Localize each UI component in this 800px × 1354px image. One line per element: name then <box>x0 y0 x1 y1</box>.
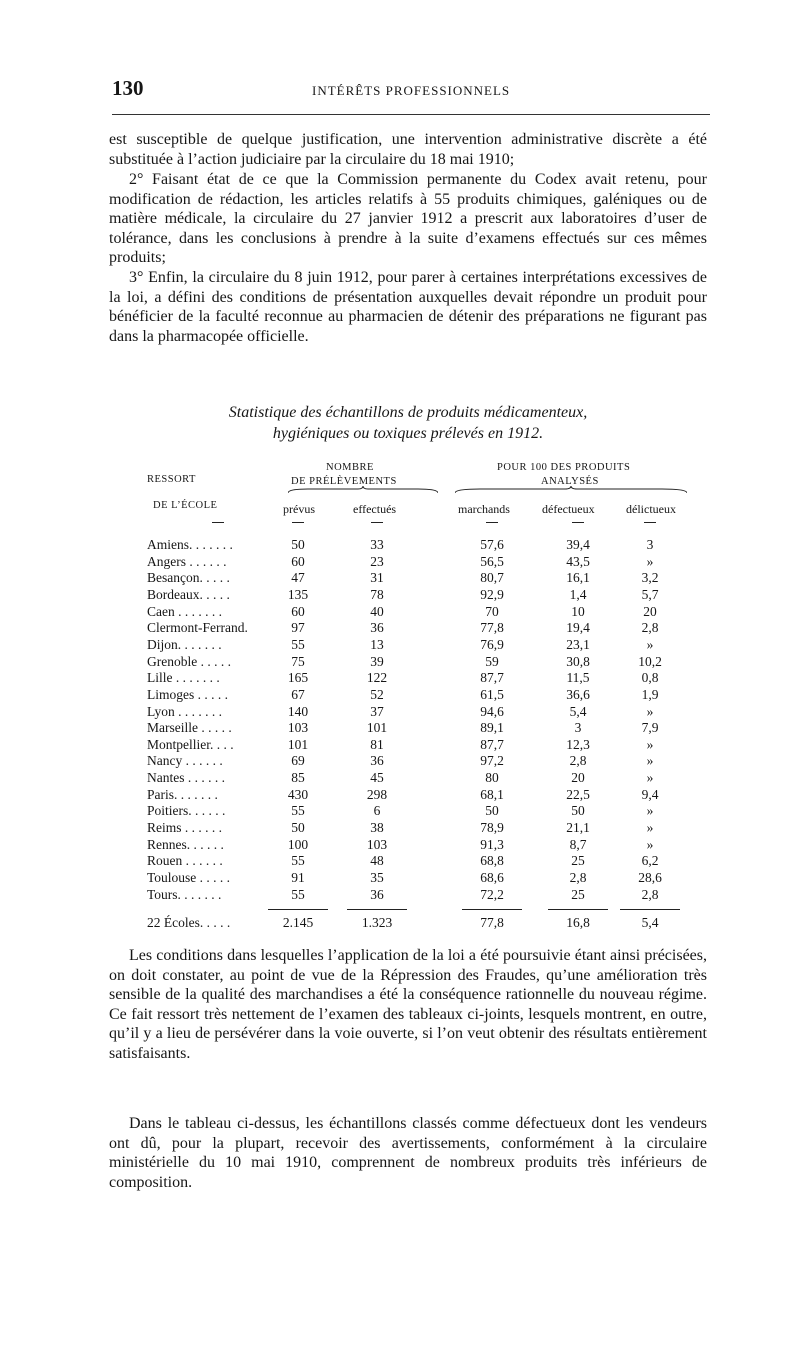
table-total-row <box>0 915 800 932</box>
cell-prevus: 60 <box>291 553 305 569</box>
cell-prevus: 60 <box>291 603 305 619</box>
cell-effectues: 298 <box>366 786 388 802</box>
table-row <box>0 837 800 854</box>
cell-marchands: 56,5 <box>480 553 504 569</box>
cell-effectues: 103 <box>366 836 388 852</box>
cell-effectues: 122 <box>366 670 388 686</box>
cell-delictueux: » <box>646 820 654 836</box>
brace-analyses <box>455 486 687 494</box>
cell-delictueux: » <box>646 770 654 786</box>
cell-defectueux: 19,4 <box>566 620 590 636</box>
table-row <box>0 737 800 754</box>
cell-marchands: 70 <box>485 603 499 619</box>
cell-effectues: 35 <box>370 870 384 885</box>
cell-effectues: 6 <box>373 803 381 819</box>
table-row <box>0 620 800 637</box>
cell-prevus: 55 <box>291 886 305 902</box>
cell-effectues: 39 <box>370 653 384 669</box>
cell-effectues: 33 <box>370 537 384 552</box>
running-head: INTÉRÊTS PROFESSIONNELS <box>312 83 511 98</box>
cell-delictueux: 9,4 <box>641 786 659 802</box>
table-row <box>0 570 800 587</box>
column-dash <box>212 522 224 523</box>
cell-name: Montpellier. . . . <box>147 736 234 752</box>
cell-defectueux: 1,4 <box>569 586 587 602</box>
cell-delictueux: » <box>646 753 654 769</box>
cell-marchands: 72,2 <box>480 886 504 902</box>
cell-name: Marseille . . . . . <box>147 720 232 736</box>
cell-prevus: 69 <box>291 753 305 769</box>
table-row <box>0 587 800 604</box>
cell-prevus: 91 <box>291 870 305 885</box>
cell-prevus: 140 <box>287 703 309 719</box>
cell-name: Toulouse . . . . . <box>147 870 231 885</box>
cell-marchands: 68,8 <box>480 853 504 869</box>
cell-marchands: 50 <box>485 803 499 819</box>
cell-name: Reims . . . . . . <box>147 820 223 836</box>
cell-prevus: 75 <box>291 653 305 669</box>
cell-name: Clermont-Ferrand. <box>147 620 248 636</box>
cell-marchands: 68,6 <box>480 870 504 885</box>
cell-name: Limoges . . . . . <box>147 686 228 702</box>
cell-name: Dijon. . . . . . . <box>147 636 222 652</box>
cell-marchands: 68,1 <box>480 786 504 802</box>
cell-name: Amiens. . . . . . . <box>147 537 233 552</box>
cell-name: Besançon. . . . . <box>147 570 230 586</box>
cell-defectueux: 12,3 <box>566 736 590 752</box>
total-marchands: 77,8 <box>480 915 504 930</box>
cell-delictueux: 2,8 <box>641 886 659 902</box>
cell-marchands: 78,9 <box>480 820 504 836</box>
cell-defectueux: 39,4 <box>566 537 590 552</box>
cell-marchands: 92,9 <box>480 586 504 602</box>
header-marchands: marchands <box>458 502 510 516</box>
cell-delictueux: 1,9 <box>641 686 659 702</box>
cell-delictueux: 28,6 <box>638 870 662 885</box>
brace-prelevements <box>288 486 438 494</box>
header-pour-100: POUR 100 DES PRODUITS <box>497 462 631 473</box>
cell-name: Caen . . . . . . . <box>147 603 222 619</box>
header-delictueux: délictueux <box>626 502 676 516</box>
cell-defectueux: 36,6 <box>566 686 590 702</box>
cell-delictueux: » <box>646 836 654 852</box>
cell-name: Rennes. . . . . . <box>147 836 224 852</box>
cell-marchands: 91,3 <box>480 836 504 852</box>
cell-effectues: 40 <box>370 603 384 619</box>
sum-rule <box>548 909 608 910</box>
cell-name: Rouen . . . . . . <box>147 853 223 869</box>
column-dash <box>572 522 584 523</box>
cell-defectueux: 16,1 <box>566 570 590 586</box>
table-row <box>0 870 800 887</box>
cell-delictueux: 2,8 <box>641 620 659 636</box>
cell-delictueux: » <box>646 803 654 819</box>
cell-defectueux: 10 <box>571 603 585 619</box>
cell-delictueux: 3,2 <box>641 570 659 586</box>
cell-name: Nancy . . . . . . <box>147 753 223 769</box>
cell-defectueux: 43,5 <box>566 553 590 569</box>
cell-prevus: 47 <box>291 570 305 586</box>
total-delictueux: 5,4 <box>641 915 659 930</box>
cell-effectues: 13 <box>370 636 384 652</box>
cell-defectueux: 23,1 <box>566 636 590 652</box>
header-analyses: ANALYSÉS <box>541 476 599 487</box>
cell-marchands: 94,6 <box>480 703 504 719</box>
cell-defectueux: 2,8 <box>569 870 587 885</box>
cell-marchands: 77,8 <box>480 620 504 636</box>
cell-name: Poitiers. . . . . . <box>147 803 226 819</box>
cell-defectueux: 30,8 <box>566 653 590 669</box>
cell-defectueux: 50 <box>571 803 585 819</box>
cell-delictueux: 10,2 <box>638 653 662 669</box>
cell-defectueux: 25 <box>571 853 585 869</box>
cell-defectueux: 20 <box>571 770 585 786</box>
cell-effectues: 101 <box>366 720 388 736</box>
cell-name: Nantes . . . . . . <box>147 770 225 786</box>
table-row <box>0 537 800 554</box>
cell-defectueux: 8,7 <box>569 836 587 852</box>
table-row <box>0 787 800 804</box>
cell-prevus: 103 <box>287 720 309 736</box>
cell-delictueux: » <box>646 703 654 719</box>
cell-delictueux: 3 <box>646 537 654 552</box>
cell-defectueux: 5,4 <box>569 703 587 719</box>
cell-name: Grenoble . . . . . <box>147 653 231 669</box>
page-number: 130 <box>112 76 144 100</box>
cell-effectues: 48 <box>370 853 384 869</box>
table-row <box>0 637 800 654</box>
cell-prevus: 55 <box>291 803 305 819</box>
table-caption-line-1: Statistique des échantillons de produits médicamenteux, <box>228 404 588 421</box>
cell-effectues: 36 <box>370 620 384 636</box>
table-row <box>0 670 800 687</box>
table-row <box>0 704 800 721</box>
cell-prevus: 101 <box>287 736 309 752</box>
total-effectues: 1.323 <box>361 915 393 930</box>
cell-effectues: 23 <box>370 553 384 569</box>
cell-marchands: 80,7 <box>480 570 504 586</box>
header-de-ecole: DE L’ÉCOLE <box>153 500 218 511</box>
cell-marchands: 59 <box>485 653 499 669</box>
cell-delictueux: » <box>646 636 654 652</box>
cell-defectueux: 2,8 <box>569 753 587 769</box>
page-header <box>112 76 712 102</box>
cell-effectues: 52 <box>370 686 384 702</box>
cell-delictueux: 20 <box>643 603 657 619</box>
header-rule <box>112 114 710 115</box>
sum-rule <box>268 909 328 910</box>
cell-delictueux: » <box>646 736 654 752</box>
cell-marchands: 97,2 <box>480 753 504 769</box>
cell-effectues: 36 <box>370 753 384 769</box>
cell-prevus: 97 <box>291 620 305 636</box>
cell-prevus: 55 <box>291 636 305 652</box>
cell-effectues: 31 <box>370 570 384 586</box>
table-row <box>0 753 800 770</box>
total-defectueux: 16,8 <box>566 915 590 930</box>
cell-effectues: 78 <box>370 586 384 602</box>
table-row <box>0 887 800 904</box>
header-prevus: prévus <box>283 502 315 516</box>
header-defectueux: défectueux <box>542 502 595 516</box>
header-de-prelevements: DE PRÉLÈVEMENTS <box>291 476 397 487</box>
cell-name: Angers . . . . . . <box>147 553 227 569</box>
cell-delictueux: 0,8 <box>641 670 659 686</box>
table-row <box>0 770 800 787</box>
column-dash <box>371 522 383 523</box>
table-row <box>0 554 800 571</box>
cell-name: Tours. . . . . . . <box>147 886 222 902</box>
sum-rule <box>620 909 680 910</box>
paragraph-tableau: Dans le tableau ci-dessus, les échantillons classés comme défectueux dont les vendeurs ont dû, pour la plupart, recevoir des avertissements, conformément à la circulaire ministérielle du 10 mai 1910, comprennent de nombreux produits très inférieurs de composition. <box>109 1115 707 1191</box>
cell-prevus: 50 <box>291 537 305 552</box>
cell-marchands: 76,9 <box>480 636 504 652</box>
cell-defectueux: 25 <box>571 886 585 902</box>
cell-defectueux: 21,1 <box>566 820 590 836</box>
table-caption <box>109 402 707 444</box>
table-row <box>0 853 800 870</box>
cell-defectueux: 3 <box>574 720 582 736</box>
cell-effectues: 38 <box>370 820 384 836</box>
cell-effectues: 45 <box>370 770 384 786</box>
table-row <box>0 803 800 820</box>
paragraph-codex: 2° Faisant état de ce que la Commission permanente du Codex avait retenu, pour modification de rédaction, les articles relatifs à 55 produits chimiques, galéniques ou de matière médicale, la circulaire du 27 janvier 1912 a prescrit aux laboratoires d’user de tolérance, dans les conclusions à prendre à la suite d’examens effectués sur ces mêmes produits; <box>109 171 707 267</box>
total-name: 22 Écoles. . . . . <box>147 915 231 930</box>
table-caption-line-2: hygiéniques ou toxiques prélevés en 1912. <box>272 425 544 442</box>
cell-prevus: 135 <box>287 586 309 602</box>
column-dash <box>292 522 304 523</box>
cell-prevus: 67 <box>291 686 305 702</box>
cell-prevus: 100 <box>287 836 309 852</box>
cell-effectues: 36 <box>370 886 384 902</box>
cell-name: Lyon . . . . . . . <box>147 703 223 719</box>
sum-rule <box>462 909 522 910</box>
cell-marchands: 57,6 <box>480 537 504 552</box>
cell-prevus: 165 <box>287 670 309 686</box>
paragraph-intro: est susceptible de quelque justification, une intervention administrative discrète a été substituée à l’action judiciaire par la circulaire du 18 mai 1910; <box>109 131 707 168</box>
cell-delictueux: 7,9 <box>641 720 659 736</box>
cell-effectues: 81 <box>370 736 384 752</box>
header-ressort: RESSORT <box>147 474 196 485</box>
cell-marchands: 87,7 <box>480 736 504 752</box>
table-row <box>0 654 800 671</box>
header-nombre: NOMBRE <box>326 462 374 473</box>
cell-name: Lille . . . . . . . <box>147 670 220 686</box>
cell-prevus: 85 <box>291 770 305 786</box>
sum-rule <box>347 909 407 910</box>
cell-defectueux: 22,5 <box>566 786 590 802</box>
cell-marchands: 89,1 <box>480 720 504 736</box>
table-row <box>0 604 800 621</box>
cell-marchands: 87,7 <box>480 670 504 686</box>
table-row <box>0 687 800 704</box>
cell-defectueux: 11,5 <box>566 670 590 686</box>
cell-effectues: 37 <box>370 703 384 719</box>
column-dash <box>644 522 656 523</box>
table-row <box>0 820 800 837</box>
cell-marchands: 61,5 <box>480 686 504 702</box>
paragraph-conditions: Les conditions dans lesquelles l’application de la loi a été poursuivie étant ainsi précisées, on doit constater, au point de vue de la Répression des Fraudes, qu’une amélioration très sensible de la qualité des marchandises a été la conséquence rationnelle du nouveau régime. Ce fait ressort très nettement de l’examen des tableaux ci-joints, lesquels montrent, en outre, qu’il y a lieu de persévérer dans la voie ouverte, si l’on veut obtenir des résultats entièrement satisfaisants. <box>109 947 707 1062</box>
cell-delictueux: 5,7 <box>641 586 659 602</box>
cell-delictueux: 6,2 <box>641 853 659 869</box>
paragraph-circulaire: 3° Enfin, la circulaire du 8 juin 1912, pour parer à certaines interprétations excessives de la loi, a défini des conditions de présentation auxquelles devait répondre un produit pour bénéficier de la faculté reconnue au pharmacien de détenir des préparations ne figurant pas dans la pharmacopée officielle. <box>109 269 707 345</box>
cell-prevus: 430 <box>287 786 309 802</box>
cell-prevus: 50 <box>291 820 305 836</box>
column-dash <box>486 522 498 523</box>
cell-marchands: 80 <box>485 770 499 786</box>
cell-delictueux: » <box>646 553 654 569</box>
cell-name: Bordeaux. . . . . <box>147 586 230 602</box>
cell-name: Paris. . . . . . . <box>147 786 218 802</box>
header-effectues: effectués <box>353 502 397 516</box>
total-prevus: 2.145 <box>282 915 314 930</box>
cell-prevus: 55 <box>291 853 305 869</box>
table-row <box>0 720 800 737</box>
